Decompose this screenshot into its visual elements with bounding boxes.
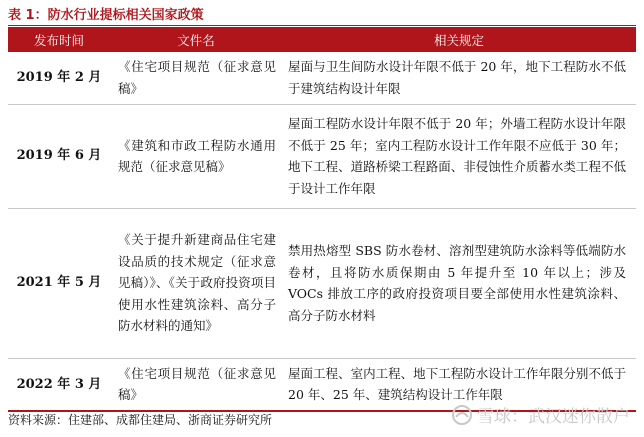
row-regulation: 禁用热熔型 SBS 防水卷材、溶剂型建筑防水涂料等低端防水卷材，且将防水质保期由 5 年提升至 10 年以上；涉及 VOCs 排放工序的政府投资项目要全部使用水性建筑涂料、高分子防水材料: [282, 208, 636, 358]
title-divider: [8, 25, 636, 26]
table-header-row: [8, 27, 636, 52]
policy-table: [8, 27, 636, 412]
column-header-document: 文件名: [110, 27, 282, 52]
row-document: 《关于提升新建商品住宅建设品质的技术规定（征求意见稿）》、《关于政府投资项目使用水性建筑涂料、高分子防水材料的通知》: [110, 208, 282, 358]
row-date: 2021 年 5 月: [8, 208, 110, 358]
row-regulation: 屋面工程防水设计年限不低于 20 年；外墙工程防水设计年限不低于 25 年；室内工程防水设计工作年限不应低于 30 年；地下工程、道路桥梁工程路面、非侵蚀性介质蓄水类工程不低于设计工作年限: [282, 104, 636, 208]
row-date: 2019 年 2 月: [8, 52, 110, 104]
table-row: [8, 104, 636, 208]
row-date: 2019 年 6 月: [8, 104, 110, 208]
row-regulation: 屋面工程、室内工程、地下工程防水设计工作年限分别不低于 20 年、25 年、建筑结构设计工作年限: [282, 358, 636, 411]
watermark: [451, 402, 630, 427]
watermark-text: 雪球：武汉迷你散户: [477, 407, 630, 427]
snowball-logo-icon: [451, 404, 473, 426]
row-regulation: 屋面与卫生间防水设计年限不低于 20 年，地下工程防水不低于建筑结构设计年限: [282, 52, 636, 104]
source-note: 资料来源：住建部、成都住建局、浙商证券研究所: [8, 413, 273, 427]
table-row: [8, 208, 636, 358]
row-date: 2022 年 3 月: [8, 358, 110, 411]
row-document: 《住宅项目规范（征求意见稿》: [110, 358, 282, 411]
column-header-date: 发布时间: [8, 27, 110, 52]
table-row: [8, 52, 636, 104]
row-document: 《住宅项目规范（征求意见稿》: [110, 52, 282, 104]
column-header-regulation: 相关规定: [282, 27, 636, 52]
table-title: 表 1：防水行业提标相关国家政策: [8, 8, 204, 23]
row-document: 《建筑和市政工程防水通用规范（征求意见稿》: [110, 104, 282, 208]
